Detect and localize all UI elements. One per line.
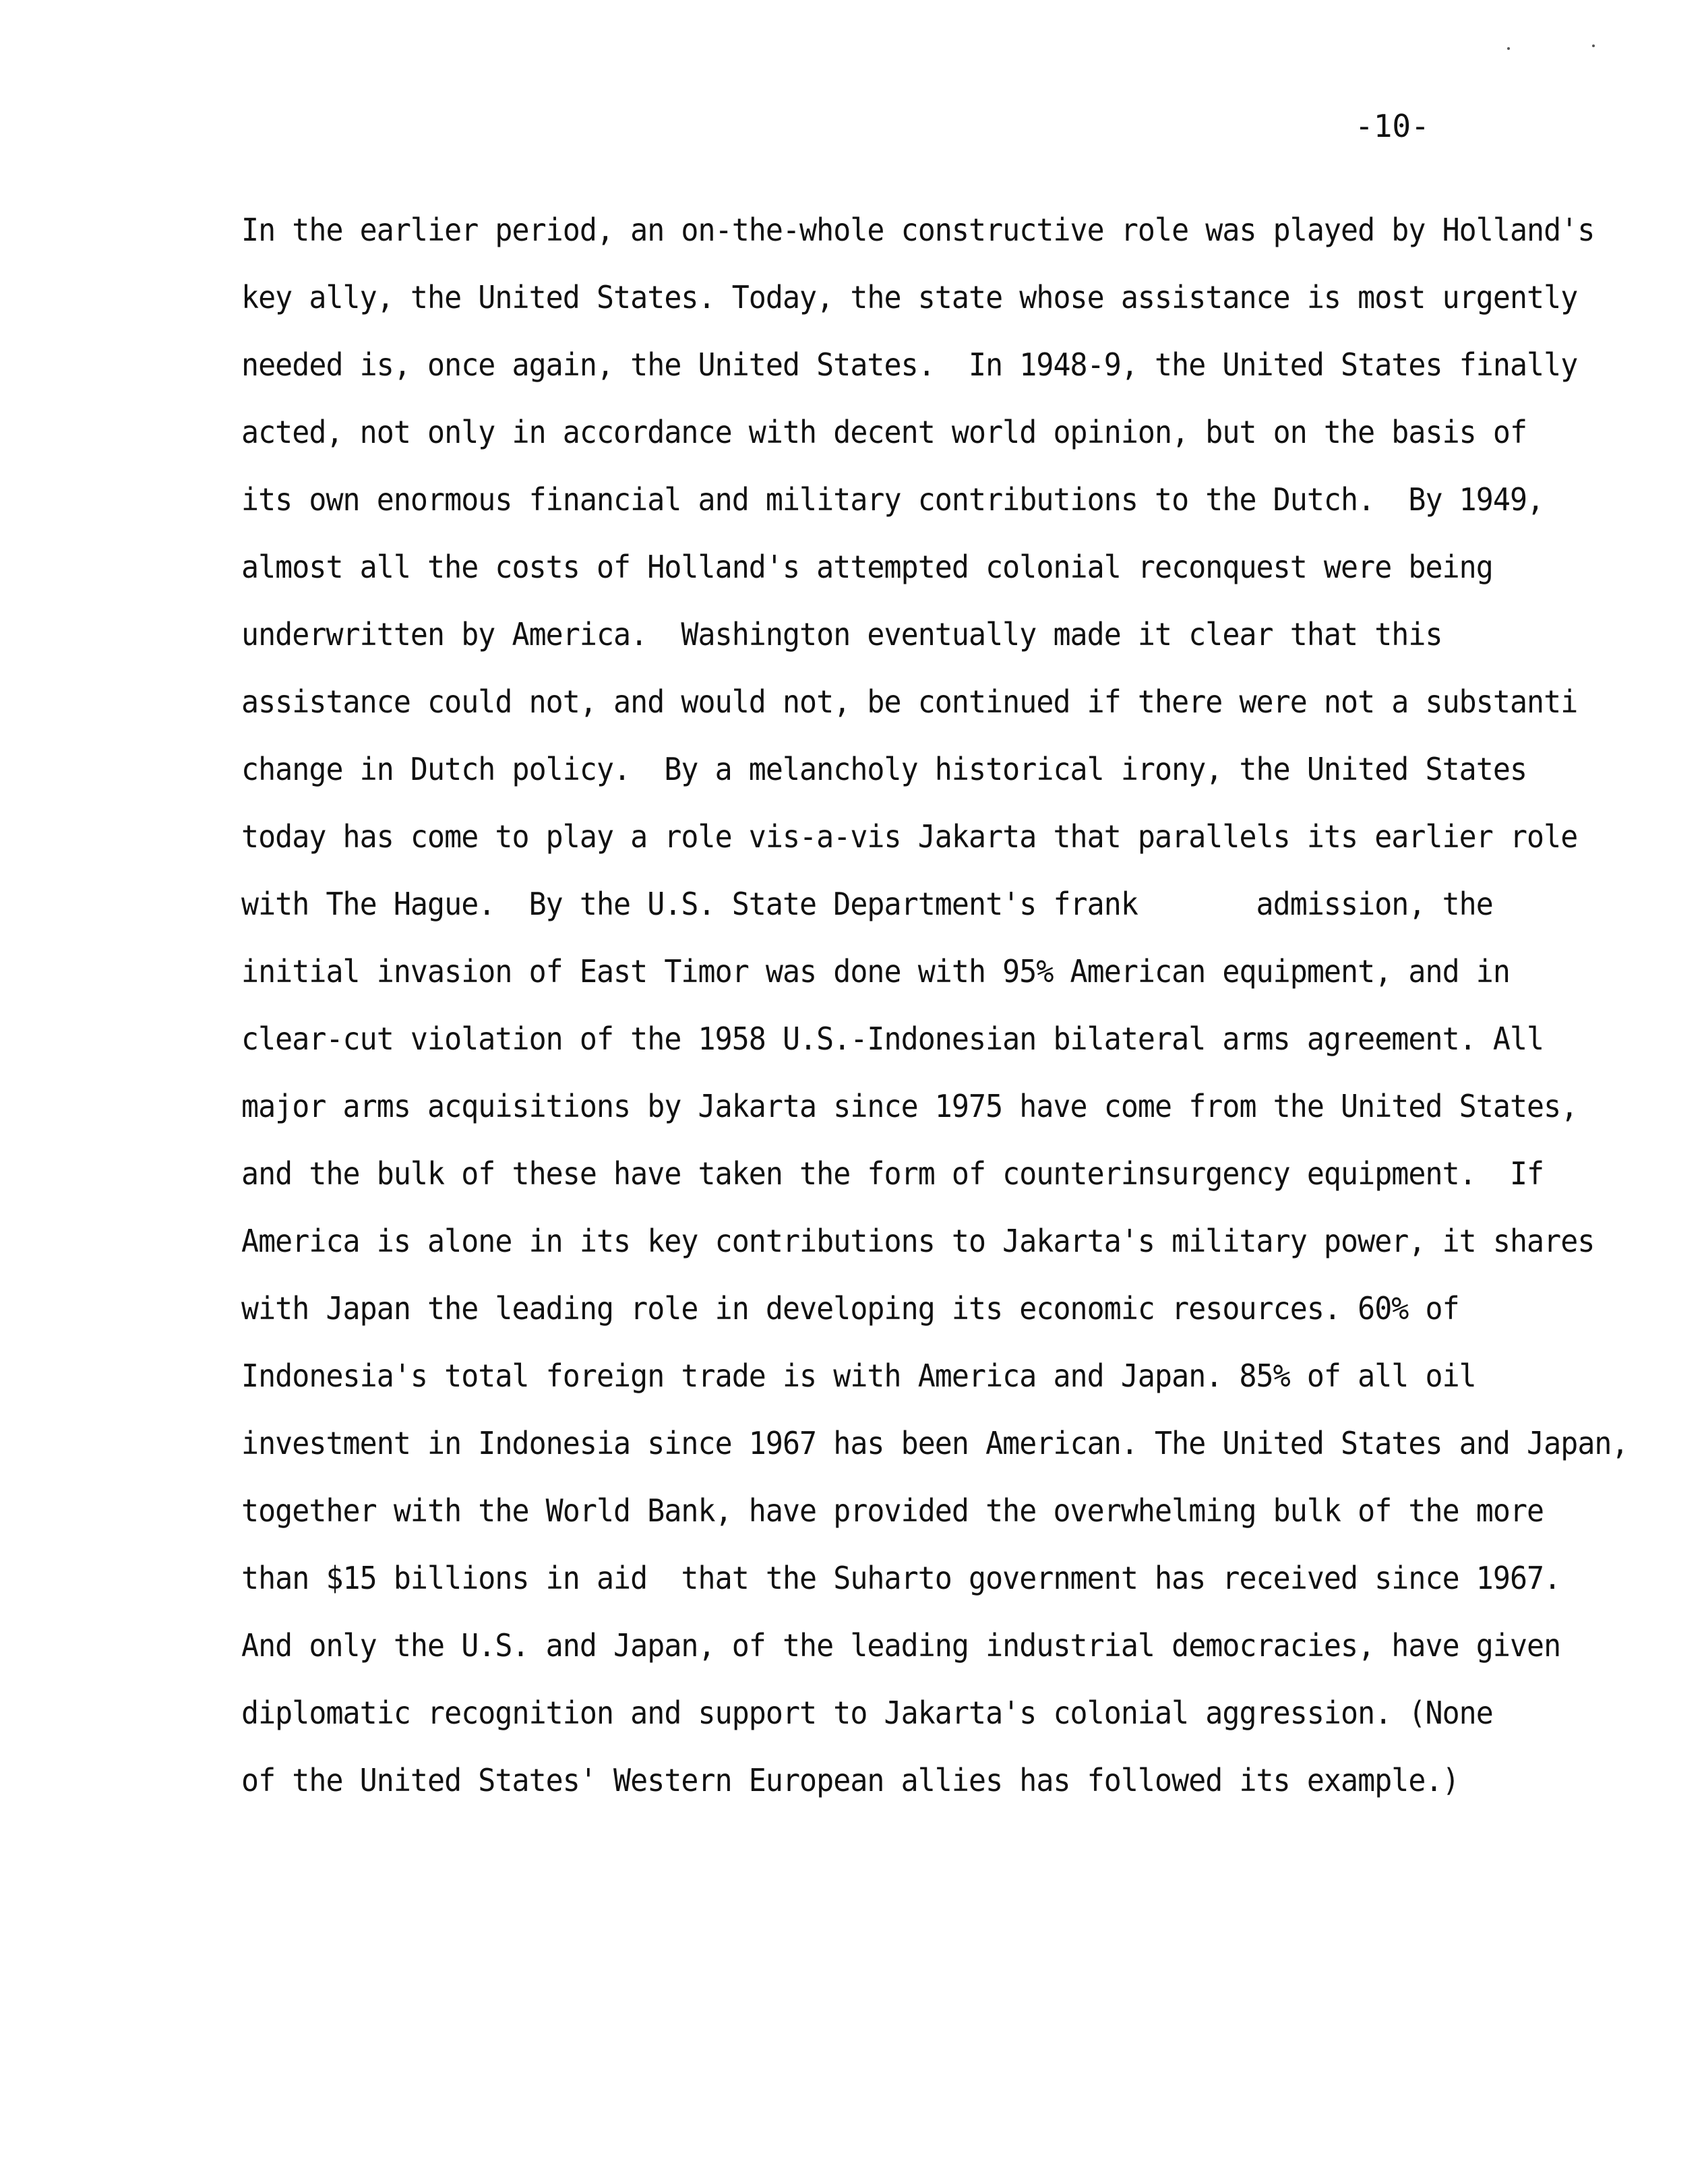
body-paragraph — [241, 206, 1657, 1824]
text-line: initial invasion of East Timor was done with 95% American equipment, and in — [241, 953, 1510, 990]
text-line: investment in Indonesia since 1967 has been American. The United States and Japan, — [241, 1425, 1629, 1461]
text-line: change in Dutch policy. By a melancholy historical irony, the United States — [241, 751, 1527, 787]
text-line: needed is, once again, the United States. In 1948-9, the United States finally — [241, 346, 1578, 383]
text-line: key ally, the United States. Today, the state whose assistance is most urgently — [241, 279, 1578, 315]
text-line: than $15 billions in aid that the Suharto government has received since 1967. — [241, 1560, 1561, 1596]
text-line: acted, not only in accordance with decent world opinion, but on the basis of — [241, 414, 1527, 450]
text-line: assistance could not, and would not, be continued if there were not a substanti — [241, 684, 1578, 720]
text-line: with Japan the leading role in developing its economic resources. 60% of — [241, 1290, 1459, 1327]
text-line: In the earlier period, an on-the-whole constructive role was played by Holland's — [241, 212, 1595, 248]
text-line: together with the World Bank, have provided the overwhelming bulk of the more — [241, 1492, 1544, 1529]
page-number: -10- — [1355, 108, 1430, 144]
text-line: clear-cut violation of the 1958 U.S.-Indonesian bilateral arms agreement. All — [241, 1021, 1544, 1057]
text-line: America is alone in its key contributions to Jakarta's military power, it shares — [241, 1223, 1595, 1259]
text-line: underwritten by America. Washington eventually made it clear that this — [241, 616, 1442, 653]
text-line: Indonesia's total foreign trade is with America and Japan. 85% of all oil — [241, 1358, 1476, 1394]
text-line: of the United States' Western European allies has followed its example.) — [241, 1762, 1459, 1798]
text-line: its own enormous financial and military contributions to the Dutch. By 1949, — [241, 481, 1544, 518]
text-line: and the bulk of these have taken the form of counterinsurgency equipment. If — [241, 1155, 1544, 1192]
text-line: with The Hague. By the U.S. State Department's frank admission, the — [241, 886, 1493, 922]
text-line: And only the U.S. and Japan, of the leading industrial democracies, have given — [241, 1627, 1561, 1664]
text-line: diplomatic recognition and support to Jakarta's colonial aggression. (None — [241, 1695, 1493, 1731]
text-line: major arms acquisitions by Jakarta since 1975 have come from the United States, — [241, 1088, 1578, 1124]
text-line: today has come to play a role vis-a-vis Jakarta that parallels its earlier role — [241, 818, 1578, 855]
scan-speck — [1592, 44, 1595, 47]
scan-speck — [1507, 47, 1510, 50]
text-line: almost all the costs of Holland's attempted colonial reconquest were being — [241, 549, 1493, 585]
